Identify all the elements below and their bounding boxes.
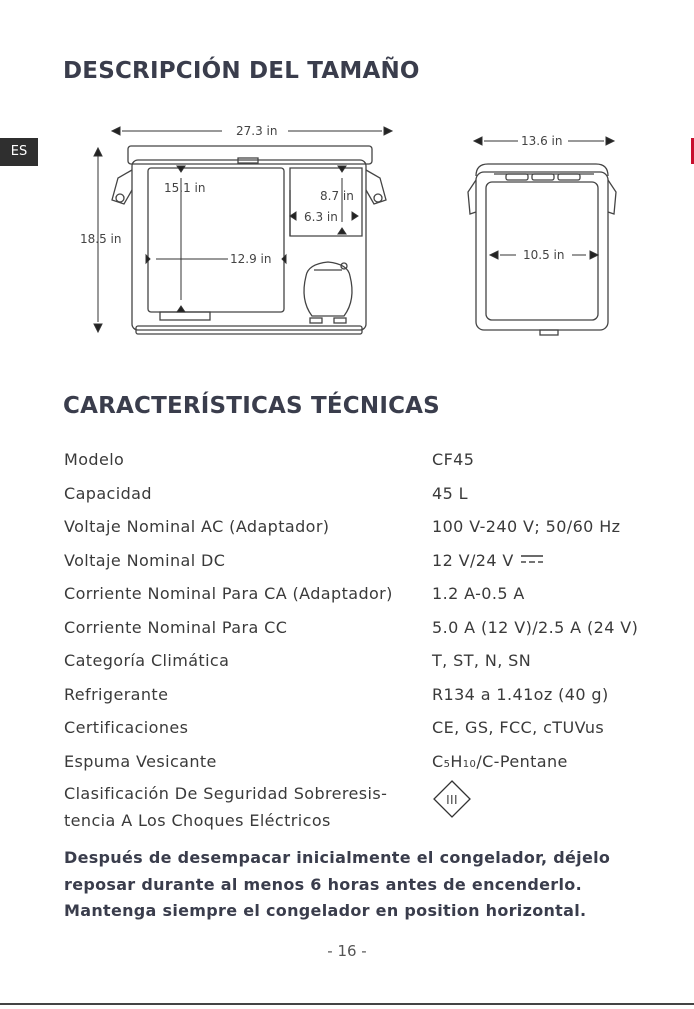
spec-table <box>64 448 664 830</box>
spec-label: Clasificación De Seguridad Sobreresis-tencia A Los Choques Eléctricos <box>64 784 388 830</box>
page-number: - 16 - <box>327 942 367 960</box>
spec-value: CE, GS, FCC, cTUVus <box>432 718 605 737</box>
spec-label: Certificaciones <box>64 718 189 737</box>
spec-label: Refrigerante <box>64 684 169 704</box>
spec-row-safety-class <box>64 783 664 830</box>
spec-label: Voltaje Nominal AC (Adaptador) <box>64 517 330 536</box>
front-lid <box>128 146 372 164</box>
spec-row-foam <box>64 750 664 784</box>
spec-value <box>432 779 472 823</box>
spec-label: Espuma Vesicante <box>64 751 217 771</box>
dim-inner-width-right: 6.3 in <box>304 210 338 224</box>
spec-row-ac-voltage <box>64 515 664 549</box>
spec-value: 1.2 A-0.5 A <box>432 584 525 603</box>
spec-row-refrigerant <box>64 683 664 717</box>
spec-value: 12 V/24 V <box>432 550 514 570</box>
spec-label: Capacidad <box>64 483 152 503</box>
spec-value: CF45 <box>432 450 475 469</box>
spec-value: 45 L <box>432 483 468 503</box>
dim-height-total: 18.5 in <box>80 232 122 246</box>
specs-section-title: CARACTERÍSTICAS TÉCNICAS <box>63 393 440 419</box>
spec-value: 5.0 A (12 V)/2.5 A (24 V) <box>432 617 639 637</box>
spec-value: T, ST, N, SN <box>432 651 532 670</box>
spec-row-certifications <box>64 716 664 750</box>
spec-label: Voltaje Nominal DC <box>64 550 226 570</box>
spec-label: Corriente Nominal Para CA (Adaptador) <box>64 584 393 603</box>
spec-row-climate <box>64 649 664 683</box>
dc-current-icon <box>520 554 544 564</box>
spec-value-wrap <box>432 551 544 570</box>
spec-row-capacity <box>64 482 664 516</box>
size-diagram <box>0 0 694 380</box>
spec-row-ac-current <box>64 582 664 616</box>
language-tab: ES <box>0 138 38 166</box>
spec-label: Categoría Climática <box>64 651 230 670</box>
bottom-rule <box>0 1003 694 1005</box>
right-handle <box>366 170 386 204</box>
dim-inner-depth-left: 15.1 in <box>164 181 206 195</box>
spec-label: Modelo <box>64 450 125 469</box>
spec-value: R134 a 1.41oz (40 g) <box>432 684 609 704</box>
spec-row-dc-voltage <box>64 549 664 583</box>
spec-value: 100 V-240 V; 50/60 Hz <box>432 517 621 536</box>
dim-inner-depth-right: 8.7 in <box>320 189 354 203</box>
dim-width-total: 27.3 in <box>236 124 278 138</box>
dim-side-width-outer: 13.6 in <box>521 134 563 148</box>
size-section-title: DESCRIPCIÓN DEL TAMAÑO <box>63 58 420 84</box>
side-left-handle <box>468 180 476 214</box>
spec-value: C5H10/C-Pentane <box>432 751 568 771</box>
spec-row-dc-current <box>64 616 664 650</box>
spec-row-model <box>64 448 664 482</box>
left-handle <box>112 170 132 204</box>
side-right-handle <box>608 180 616 214</box>
setup-note: Después de desempacar inicialmente el congelador, déjelo reposar durante al menos 6 horas antes de encenderlo. Mantenga siempre el congelador en position horizontal. <box>64 848 611 920</box>
svg-text:III: III <box>446 793 458 807</box>
spec-label: Corriente Nominal Para CC <box>64 617 288 637</box>
dim-side-width-inner: 10.5 in <box>523 248 565 262</box>
safety-class-iii-icon <box>432 779 472 819</box>
dim-inner-width-left: 12.9 in <box>230 252 272 266</box>
